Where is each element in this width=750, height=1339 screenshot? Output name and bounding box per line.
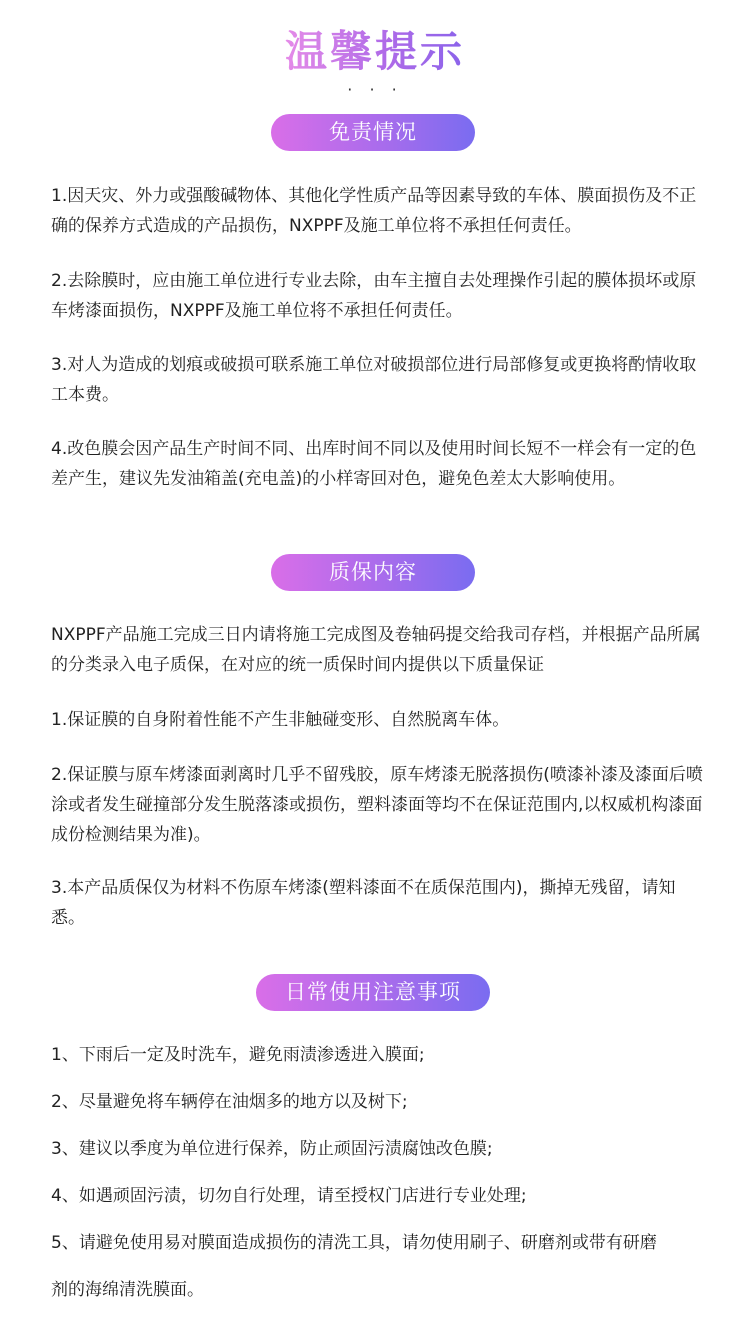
title-dots-divider: · · · (347, 80, 403, 99)
warranty-item-1: 1.保证膜的自身附着性能不产生非触碰变形、自然脱离车体。 (51, 710, 510, 730)
page-title: 温馨提示 (284, 27, 465, 76)
disclaimer-item-3: 3.对人为造成的划痕或破损可联系施工单位对破损部位进行局部修复或更换将酌情收取工本费。 (51, 355, 697, 405)
disclaimer-item-4: 4.改色膜会因产品生产时间不同、出库时间不同以及使用时间长短不一样会有一定的色差产生，建议先发油箱盖(充电盖)的小样寄回对色，避免色差太大影响使用。 (51, 439, 697, 489)
section-heading-daily-care: 日常使用注意事项 (256, 974, 490, 1011)
care-item-5: 5、请避免使用易对膜面造成损伤的清洗工具，请勿使用刷子、研磨剂或带有研磨 (51, 1233, 657, 1253)
care-item-1: 1、下雨后一定及时洗车，避免雨渍渗透进入膜面; (51, 1045, 425, 1065)
care-item-5-continued: 剂的海绵清洗膜面。 (51, 1280, 204, 1300)
disclaimer-item-2: 2.去除膜时，应由施工单位进行专业去除，由车主擅自去处理操作引起的膜体损坏或原车烤漆面损伤，NXPPF及施工单位将不承担任何责任。 (51, 271, 697, 321)
warranty-item-3: 3.本产品质保仅为材料不伤原车烤漆(塑料漆面不在质保范围内)，撕掉无残留，请知悉。 (51, 878, 676, 928)
care-item-3: 3、建议以季度为单位进行保养，防止顽固污渍腐蚀改色膜; (51, 1139, 493, 1159)
section-heading-warranty: 质保内容 (271, 554, 475, 591)
disclaimer-item-1: 1.因天灾、外力或强酸碱物体、其他化学性质产品等因素导致的车体、膜面损伤及不正确的保养方式造成的产品损伤，NXPPF及施工单位将不承担任何责任。 (51, 186, 697, 236)
warranty-item-2: 2.保证膜与原车烤漆面剥离时几乎不留残胶，原车烤漆无脱落损伤(喷漆补漆及漆面后喷涂或者发生碰撞部分发生脱落漆或损伤，塑料漆面等均不在保证范围内,以权威机构漆面成份检测结果为准)。 (51, 765, 703, 845)
section-heading-disclaimer: 免责情况 (271, 114, 475, 151)
warranty-intro: NXPPF产品施工完成三日内请将施工完成图及卷轴码提交给我司存档，并根据产品所属的分类录入电子质保，在对应的统一质保时间内提供以下质量保证 (51, 625, 701, 675)
care-item-4: 4、如遇顽固污渍，切勿自行处理，请至授权门店进行专业处理; (51, 1186, 527, 1206)
care-item-2: 2、尽量避免将车辆停在油烟多的地方以及树下; (51, 1092, 408, 1112)
